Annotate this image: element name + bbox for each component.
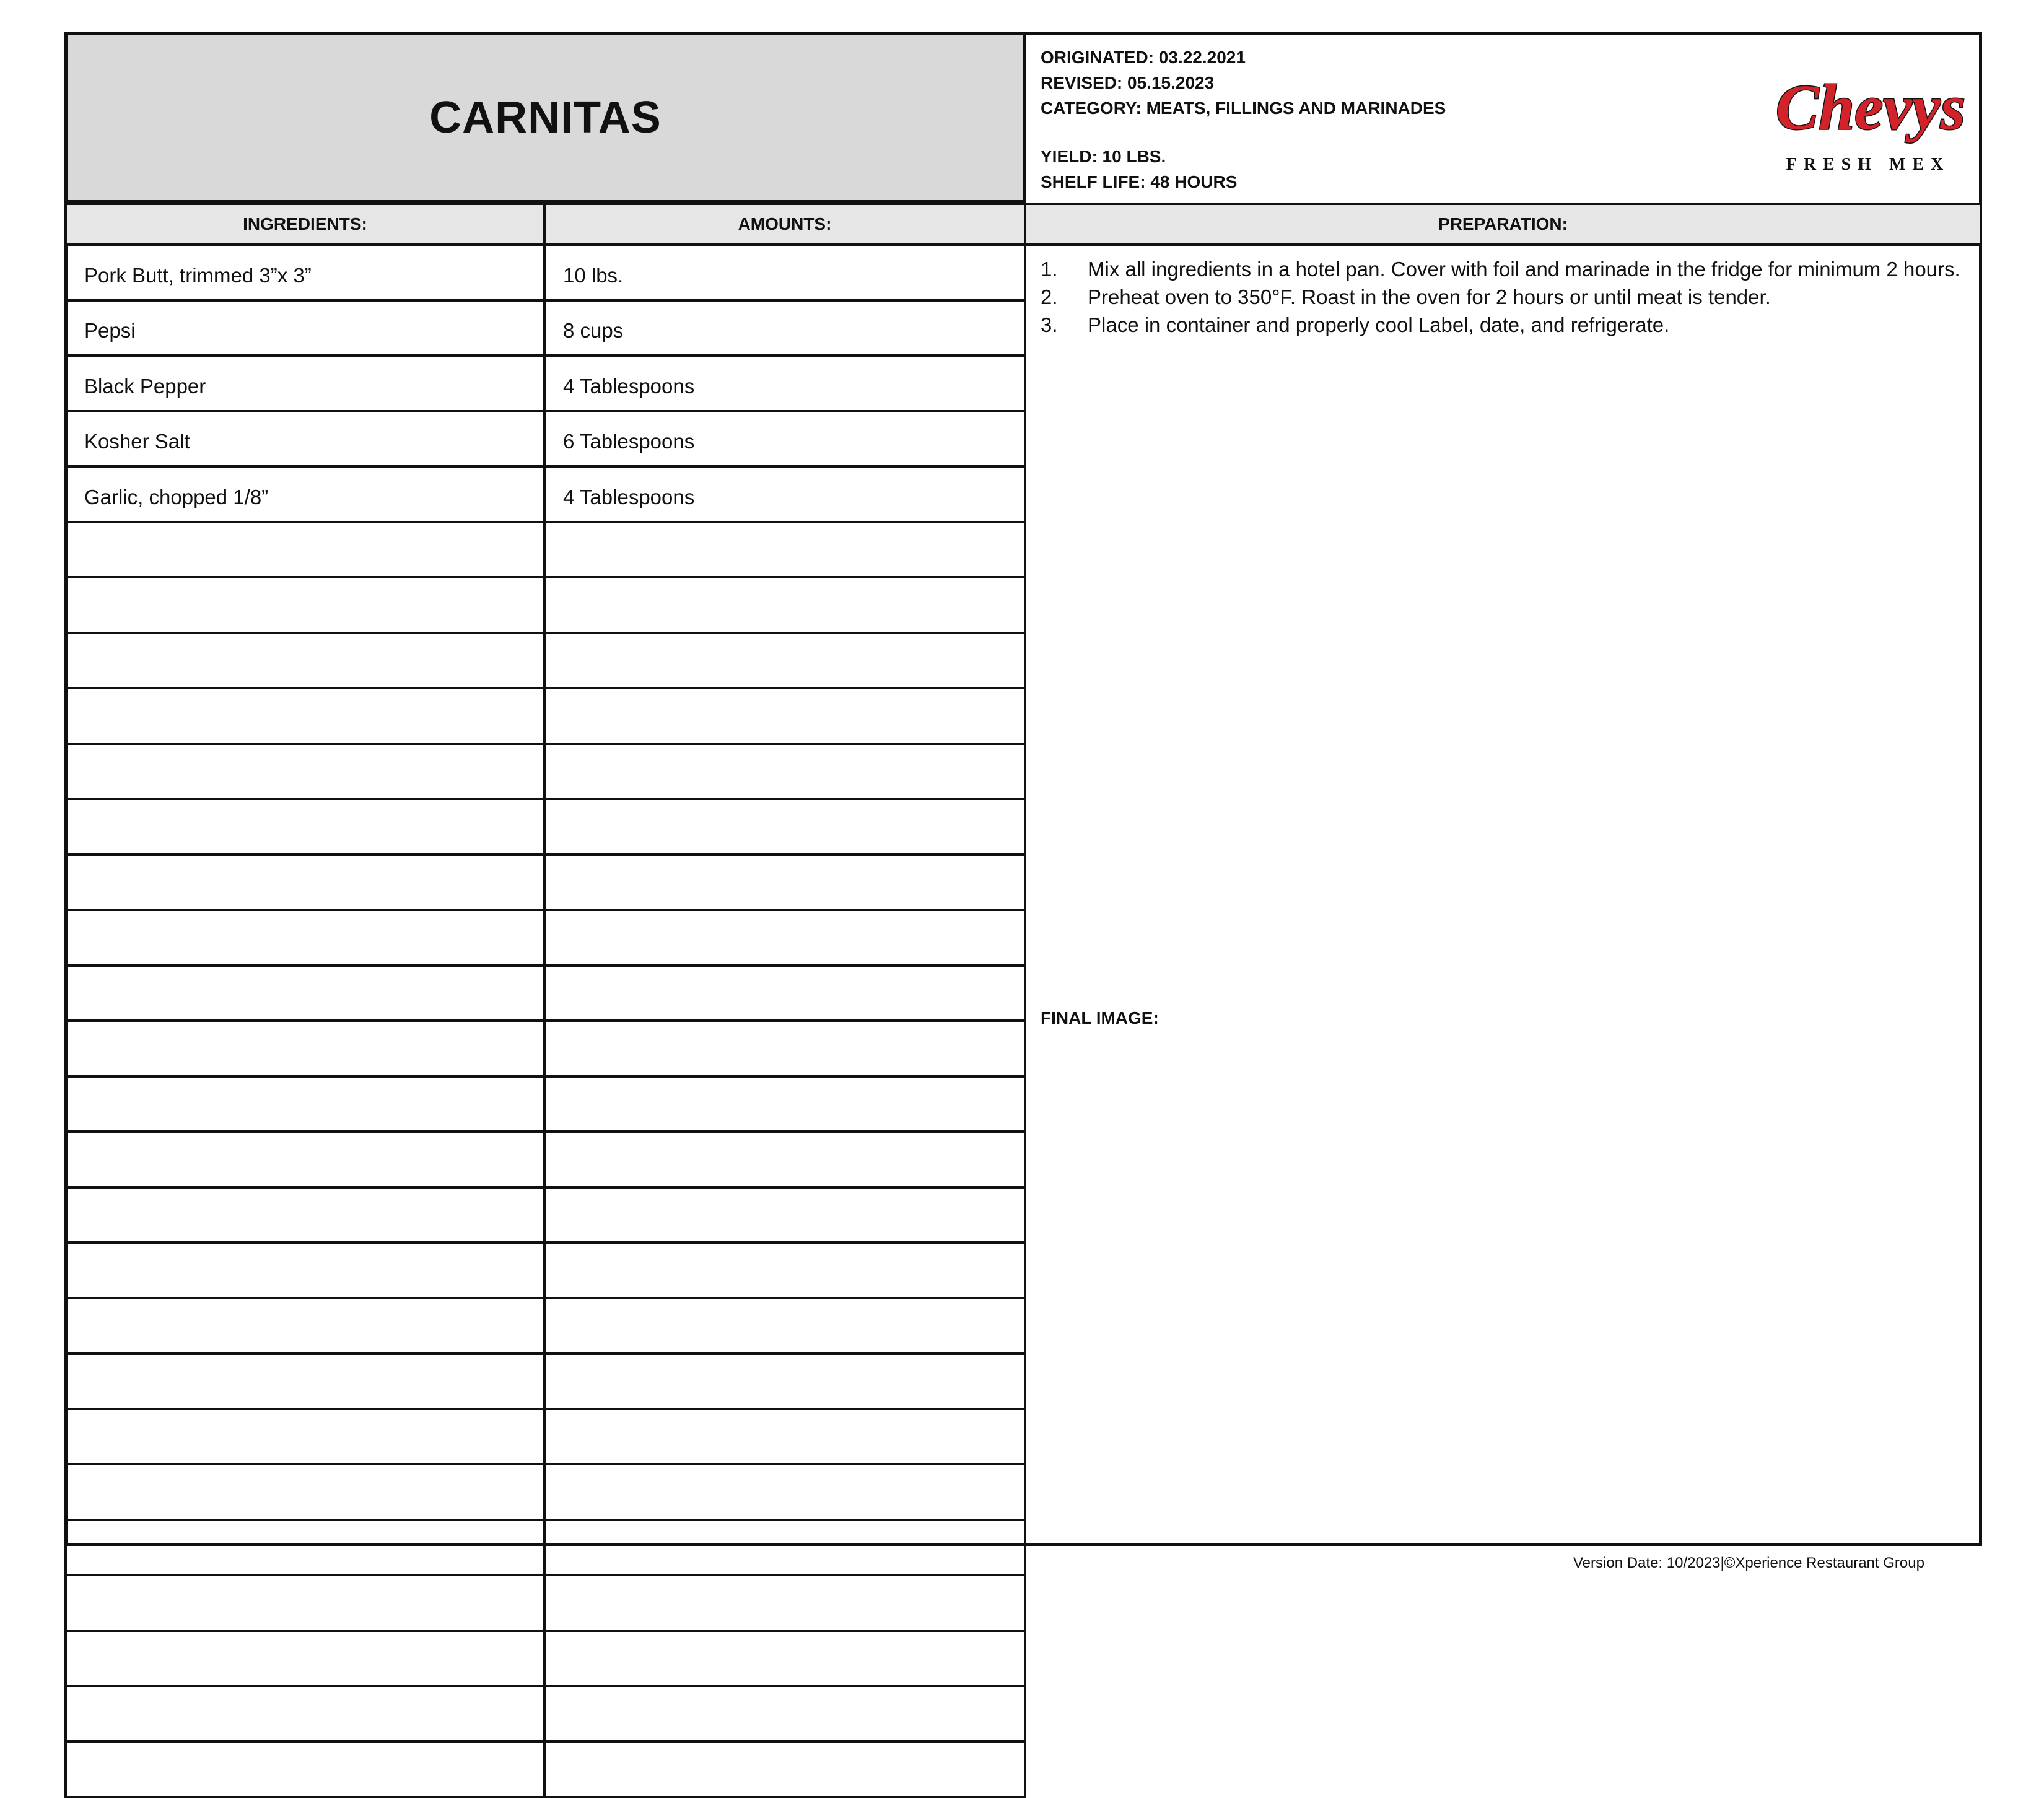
amount-cell xyxy=(543,745,1026,801)
ingredient-cell xyxy=(64,1022,546,1078)
amount-cell xyxy=(543,1410,1026,1466)
amount-cell: 8 cups xyxy=(543,302,1026,357)
amount-cell: 4 Tablespoons xyxy=(543,468,1026,523)
amount-cell xyxy=(543,1576,1026,1632)
step-number: 3. xyxy=(1041,311,1088,339)
category: CATEGORY: MEATS, FILLINGS AND MARINADES xyxy=(1041,95,1446,121)
recipe-meta xyxy=(1041,45,1446,194)
title-cell xyxy=(64,32,1026,203)
amount-cell xyxy=(543,911,1026,967)
ingredient-cell xyxy=(64,634,546,690)
yield: YIELD: 10 LBS. xyxy=(1041,144,1446,169)
amount-cell xyxy=(543,1632,1026,1688)
ingredient-cell xyxy=(64,1465,546,1521)
amount-cell: 6 Tablespoons xyxy=(543,412,1026,468)
ingredient-cell: Pepsi xyxy=(64,302,546,357)
ingredient-cell xyxy=(64,967,546,1023)
amount-cell xyxy=(543,1743,1026,1798)
amount-cell xyxy=(543,1133,1026,1189)
ingredient-cell xyxy=(64,856,546,912)
amount-cell: 4 Tablespoons xyxy=(543,357,1026,412)
originated-date: ORIGINATED: 03.22.2021 xyxy=(1041,45,1446,70)
amount-cell xyxy=(543,1687,1026,1743)
ingredient-cell: Garlic, chopped 1/8” xyxy=(64,468,546,523)
ingredient-cell xyxy=(64,1576,546,1632)
ingredient-cell xyxy=(64,1743,546,1798)
ingredient-cell xyxy=(64,1355,546,1410)
ingredient-cell xyxy=(64,1244,546,1299)
ingredient-cell xyxy=(64,911,546,967)
ingredient-cell xyxy=(64,800,546,856)
amount-cell xyxy=(543,1189,1026,1244)
ingredients-column xyxy=(64,246,546,1798)
amount-cell xyxy=(543,578,1026,634)
amount-cell xyxy=(543,856,1026,912)
preparation-header: PREPARATION: xyxy=(1024,203,1982,246)
amount-cell xyxy=(543,800,1026,856)
preparation-steps xyxy=(1041,255,1970,339)
amount-cell xyxy=(543,1078,1026,1133)
svg-text:FRESH MEX: FRESH MEX xyxy=(1786,155,1950,174)
step-number: 2. xyxy=(1041,283,1088,311)
svg-text:Chevys: Chevys xyxy=(1776,72,1965,143)
step-text: Preheat oven to 350°F. Roast in the oven for 2 hours or until meat is tender. xyxy=(1088,283,1970,311)
ingredient-cell xyxy=(64,1078,546,1133)
amounts-column xyxy=(543,246,1026,1798)
amount-cell: 10 lbs. xyxy=(543,246,1026,302)
ingredient-cell xyxy=(64,578,546,634)
amount-cell xyxy=(543,1022,1026,1078)
step-text: Mix all ingredients in a hotel pan. Cover with foil and marinade in the fridge for minimum 2 hours. xyxy=(1088,255,1970,283)
ingredient-cell xyxy=(64,523,546,579)
amount-cell xyxy=(543,1299,1026,1355)
shelf-life: SHELF LIFE: 48 HOURS xyxy=(1041,169,1446,194)
ingredient-cell xyxy=(64,1687,546,1743)
ingredient-cell xyxy=(64,1521,546,1577)
amount-cell xyxy=(543,1521,1026,1577)
ingredient-cell xyxy=(64,745,546,801)
revised-date: REVISED: 05.15.2023 xyxy=(1041,70,1446,95)
ingredient-cell xyxy=(64,1632,546,1688)
version-footer: Version Date: 10/2023|©Xperience Restaurant Group xyxy=(1573,1555,1924,1572)
amount-cell xyxy=(543,1465,1026,1521)
ingredient-cell xyxy=(64,689,546,745)
amount-cell xyxy=(543,1244,1026,1299)
amount-cell xyxy=(543,1355,1026,1410)
preparation-step xyxy=(1041,311,1970,339)
ingredient-cell xyxy=(64,1133,546,1189)
final-image-label: FINAL IMAGE: xyxy=(1041,1008,1159,1028)
ingredient-cell xyxy=(64,1299,546,1355)
step-number: 1. xyxy=(1041,255,1088,283)
ingredient-cell xyxy=(64,1410,546,1466)
amount-cell xyxy=(543,523,1026,579)
ingredient-cell: Kosher Salt xyxy=(64,412,546,468)
preparation-step xyxy=(1041,283,1970,311)
ingredient-cell: Pork Butt, trimmed 3”x 3” xyxy=(64,246,546,302)
ingredient-cell: Black Pepper xyxy=(64,357,546,412)
preparation-step xyxy=(1041,255,1970,283)
recipe-title: CARNITAS xyxy=(429,92,662,143)
chevys-logo xyxy=(1771,59,1970,177)
preparation-panel xyxy=(1024,243,1982,1546)
amount-cell xyxy=(543,967,1026,1023)
ingredient-cell xyxy=(64,1189,546,1244)
ingredients-header: INGREDIENTS: xyxy=(64,203,546,246)
amount-cell xyxy=(543,689,1026,745)
step-text: Place in container and properly cool Label, date, and refrigerate. xyxy=(1088,311,1970,339)
amount-cell xyxy=(543,634,1026,690)
amounts-header: AMOUNTS: xyxy=(543,203,1026,246)
